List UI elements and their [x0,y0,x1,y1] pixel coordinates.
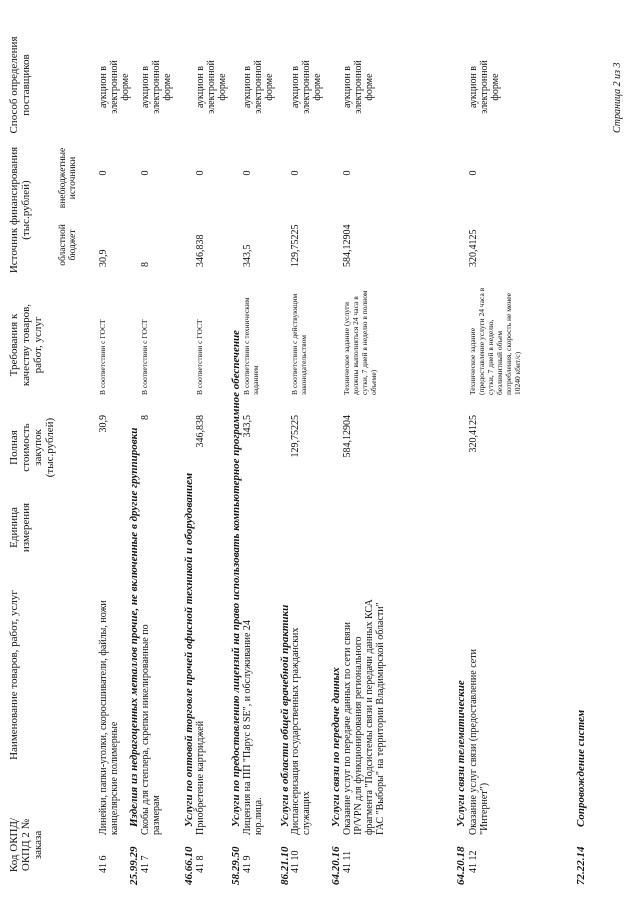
row-name: Оказание услуг по передаче данных по сети связи IP/VPN для функционирования регионального фрагмента "Подсистемы связи и передачи данных КСА ГАС "Выборы" на территории Владимирской области" [342,599,386,835]
row-requirements: В соответствии с ГОСТ [98,319,107,395]
row-number: 41 8 [195,855,206,873]
row-name: Линейки, папки-уголки, скоросшиватели, файлы, ножи канцелярские полимерные [98,600,120,835]
header-code: Код ОКПД/ ОКПД 2 № заказа [8,817,44,873]
row-method: аукцион в электронной форме [242,60,275,114]
row-cost: 343,5 [242,415,253,438]
row-requirements: В соответствии с ГОСТ [140,319,149,395]
row-regional-budget: 8 [140,262,151,267]
row-requirements: В соответствии с ГОСТ [195,319,204,395]
row-cost: 8 [140,415,151,420]
row-regional-budget: 129,75225 [290,224,301,267]
row-regional-budget: 346,838 [195,234,206,267]
group-title: Изделия из недрагоценных металлов прочие, не включенные в другие группировки [128,427,140,827]
row-extra-budget: 0 [290,170,301,176]
group-code: 25.99.29 [128,846,140,885]
row-extra-budget: 0 [140,170,151,176]
page-number: Страница 2 из 3 [612,62,623,133]
row-requirements: В соответствии с техническим заданием [242,297,260,395]
row-number: 41 10 [290,850,301,873]
row-number: 41 12 [468,850,479,873]
group-code: 64.20.16 [330,846,342,885]
header-cost: Полная стоимость закупок (тыс.рублей) [8,417,56,478]
group-title: Услуги по оптовой торговле прочей офисной техникой и оборудованием [183,472,195,827]
row-number: 41 9 [242,855,253,873]
row-name: Оказание услуг связи (предоставление сети "Интернет") [468,649,490,835]
row-name: Приобретение картриджей [195,720,206,835]
group-code: 46.66.10 [183,846,195,885]
group-title: Услуги связи телематические [455,680,467,827]
row-requirements: В соответствии с действующим законодательством [290,293,308,395]
row-number: 41 6 [98,855,109,873]
group-title: Услуги по предоставлению лицензий на право использовать компьютерное программное обеспечение [230,330,242,827]
group-title: Услуги в области общей врачебной практики [279,604,291,827]
row-regional-budget: 584,12904 [342,224,353,267]
row-method: аукцион в электронной форме [140,60,173,114]
header-source-extra: внебюджетные источники [58,147,78,209]
row-requirements: Техническое задание (услуги должны выполняться 24 часа в сутки, 7 дней в неделю в полном объеме) [342,290,378,395]
row-cost: 30,9 [98,415,109,433]
group-title: Сопровождение систем [575,709,587,827]
row-regional-budget: 320,4125 [468,229,479,267]
header-name: Наименование товаров, работ, услуг [8,590,20,760]
group-code: 86.21.10 [279,846,291,885]
row-cost: 346,838 [195,415,206,448]
row-method: аукцион в электронной форме [98,60,131,114]
header-source: Источник финансирования (тыс.рублей) [8,146,32,274]
row-cost: 584,12904 [342,415,353,458]
row-extra-budget: 0 [195,170,206,176]
row-regional-budget: 30,9 [98,249,109,267]
row-name: Диспансеризация государственных гражданских служащих [290,627,312,835]
group-code: 64.20.18 [455,846,467,885]
row-extra-budget: 0 [342,170,353,176]
row-number: 41 7 [140,855,151,873]
group-code: 58.29.50 [230,846,242,885]
header-source-regional: областной бюджет [58,224,78,266]
row-name: Скобы для степлера, скрепки никелированные по размерам [140,624,162,835]
row-regional-budget: 343,5 [242,244,253,267]
row-number: 41 11 [342,850,353,873]
row-method: аукцион в электронной форме [290,60,323,114]
row-extra-budget: 0 [468,170,479,176]
row-extra-budget: 0 [98,170,109,176]
row-name: Лицензия на ПП "Парус 8 SE", и обслуживание 24 юр.лица. [242,620,264,835]
row-method: аукцион в электронной форме [195,60,228,114]
header-unit: Единица измерения [8,502,32,553]
group-code: 72.22.14 [575,846,587,885]
row-requirements: Техническое задание (предоставление услуги 24 часа в сутки, 7 дней в неделю, безлимитный объем потребления, скорость не менее 10240 кбит/с) [468,287,522,395]
header-method: Способ определения поставщиков [8,36,32,134]
group-title: Услуги связи по передаче данных [330,667,342,827]
row-method: аукцион в электронной форме [468,60,501,114]
row-extra-budget: 0 [242,170,253,176]
row-cost: 129,75225 [290,415,301,458]
row-cost: 320,4125 [468,415,479,453]
header-req: Требования к качеству товаров, работ, услуг [8,303,44,387]
row-method: аукцион в электронной форме [342,60,375,114]
